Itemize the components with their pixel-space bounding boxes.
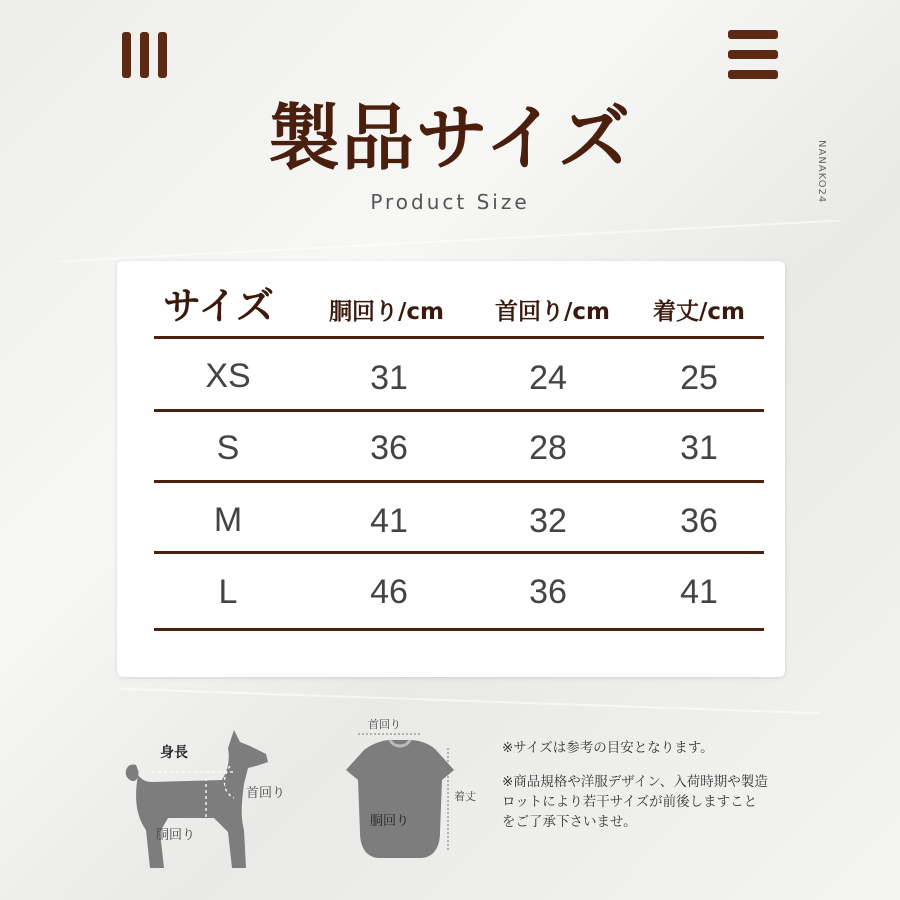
decoration-bars-horizontal <box>728 30 778 79</box>
dog-label-chest: 胴回り <box>156 828 196 843</box>
note-line: ※商品規格や洋服デザイン、入荷時期や製造 <box>502 774 768 790</box>
table-cell-size: XS <box>205 357 251 395</box>
table-cell-chest: 36 <box>370 429 408 467</box>
table-cell-size: L <box>218 573 238 611</box>
table-cell-neck: 32 <box>529 502 567 540</box>
table-cell-length: 36 <box>680 502 718 540</box>
note-line: をご了承下さいませ。 <box>502 814 637 830</box>
shirt-label-chest: 胴回り <box>370 814 410 829</box>
table-cell-neck: 24 <box>529 359 567 397</box>
table-cell-chest: 41 <box>370 502 408 540</box>
table-cell-chest: 46 <box>370 573 408 611</box>
table-cell-size: S <box>216 429 240 467</box>
table-cell-size: M <box>213 501 243 539</box>
size-table-card <box>117 261 785 677</box>
page-subtitle: Product Size <box>370 190 530 214</box>
dog-diagram <box>118 720 308 880</box>
table-cell-neck: 36 <box>529 573 567 611</box>
product-code: NANAKO24 <box>816 140 827 204</box>
table-cell-length: 41 <box>680 573 718 611</box>
shirt-diagram <box>330 712 500 882</box>
table-rule <box>154 409 764 412</box>
table-cell-chest: 31 <box>370 359 408 397</box>
table-rule <box>154 480 764 483</box>
note-line: ※サイズは参考の目安となります。 <box>502 740 714 756</box>
table-rule <box>154 628 764 631</box>
table-cell-length: 25 <box>680 359 718 397</box>
shirt-label-length: 着丈 <box>454 790 476 803</box>
paper-crease <box>120 688 820 714</box>
table-cell-length: 31 <box>680 429 718 467</box>
dog-label-neck: 首回り <box>246 786 286 801</box>
decoration-bars-vertical <box>122 32 167 78</box>
table-rule <box>154 551 764 554</box>
note-line: ロットにより若干サイズが前後しますこと <box>502 794 758 810</box>
dog-label-body-length: 身長 <box>160 745 188 761</box>
column-header-length: 着丈/cm <box>653 299 745 325</box>
column-header-size: サイズ <box>163 284 274 328</box>
shirt-label-neck: 首回り <box>368 718 401 731</box>
table-cell-neck: 28 <box>529 429 567 467</box>
column-header-neck: 首回り/cm <box>495 299 610 325</box>
page-title: 製品サイズ <box>267 96 633 180</box>
table-rule <box>154 336 764 339</box>
column-header-chest: 胴回り/cm <box>329 299 444 325</box>
paper-crease <box>60 220 839 263</box>
